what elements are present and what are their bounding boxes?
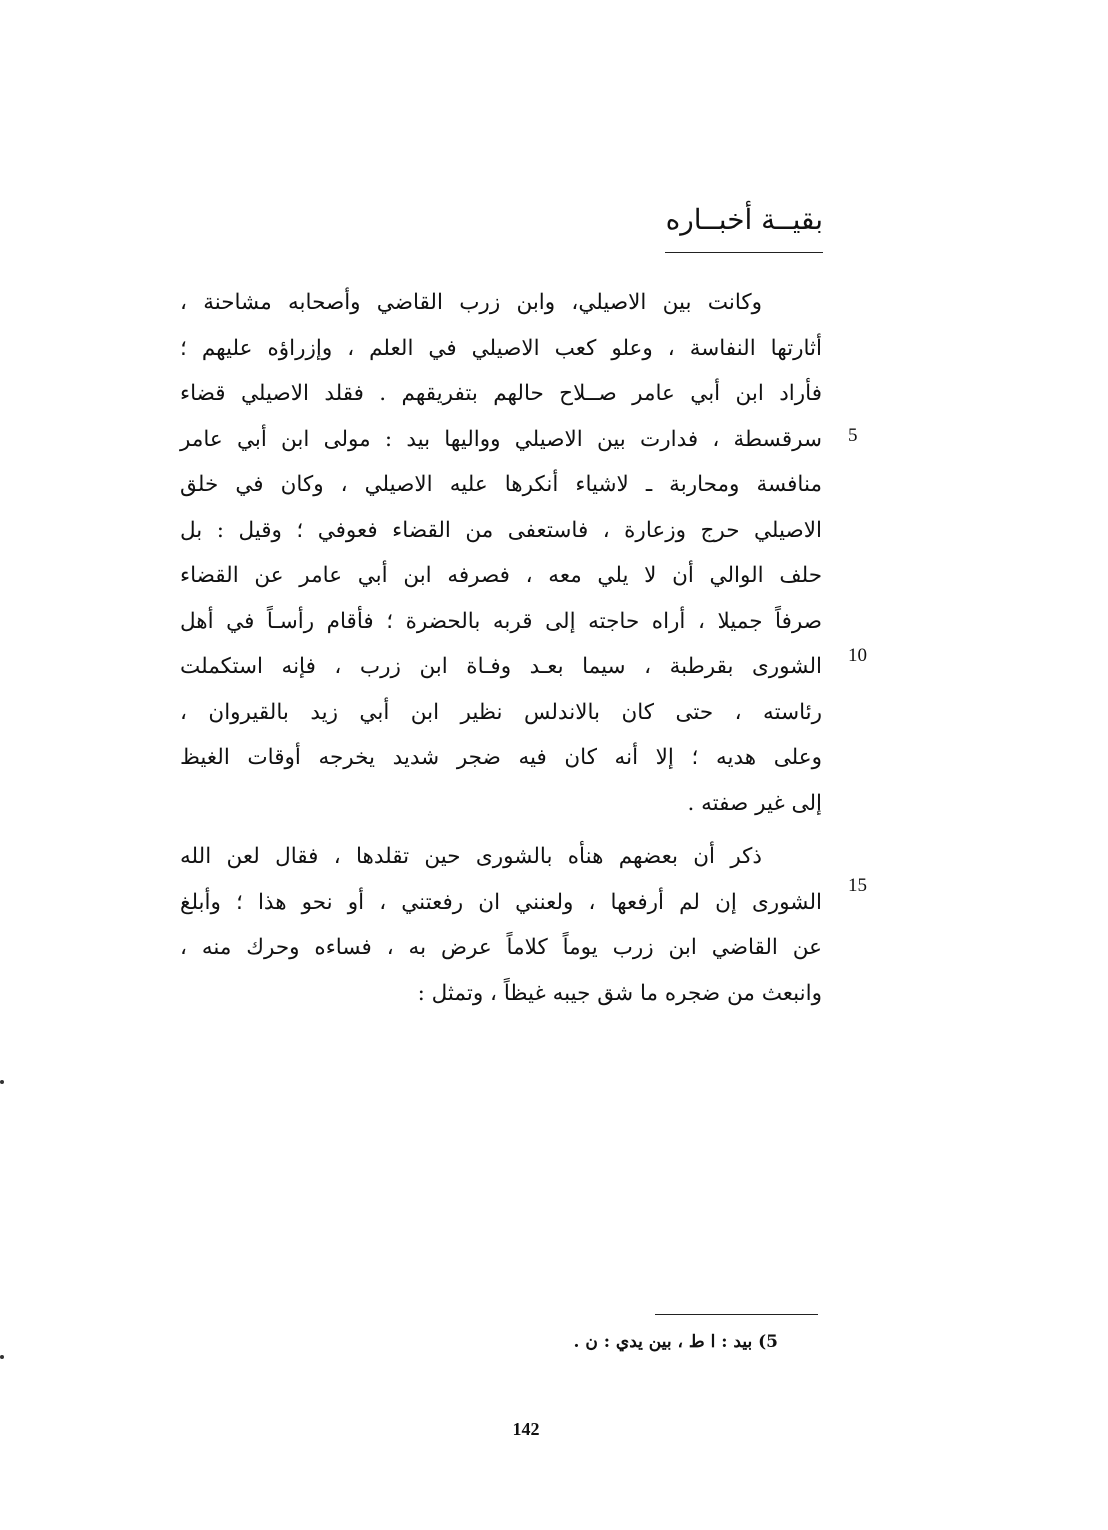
text-line: إلى غير صفته . xyxy=(687,790,822,816)
page-header-title: بقيــة أخبــاره xyxy=(665,203,823,236)
footnote-rule xyxy=(655,1314,818,1315)
text-line: حلف الوالي أن لا يلي معه ، فصرفه ابن أبي عامر عن القضاء xyxy=(180,563,822,588)
text-line: الشورى بقرطبة ، سيما بعـد وفـاة ابن زرب ، فإنه استكملت xyxy=(180,654,822,679)
line-number-15: 15 xyxy=(848,875,867,896)
text-line: الشورى إن لم أرفعها ، ولعنني ان رفعتني ، أو نحو هذا ؛ وأبلغ xyxy=(180,889,822,915)
text-line: أثارتها النفاسة ، وعلو كعب الاصيلي في العلم ، وإزراؤه عليهم ؛ xyxy=(180,335,822,361)
line-number-5: 5 xyxy=(848,425,858,446)
text-line: فأراد ابن أبي عامر صــلاح حالهم بتفريقهم . فقلد الاصيلي قضاء xyxy=(180,381,822,406)
footnote: 5) بيد : ا ط ، بين يدي : ن . xyxy=(573,1332,778,1352)
text-line: عن القاضي ابن زرب يوماً كلاماً عرض به ، فساءه وحرك منه ، xyxy=(180,935,822,960)
text-line: ذكر أن بعضهم هنأه بالشورى حين تقلدها ، فقال لعن الله xyxy=(180,844,762,869)
scan-speck xyxy=(0,1080,4,1084)
paragraph-1 xyxy=(180,280,822,826)
text-line: منافسة ومحاربة ـ لاشياء أنكرها عليه الاصيلي ، وكان في خلق xyxy=(180,472,822,497)
paragraph-gap xyxy=(180,826,822,834)
text-line: وانبعث من ضجره ما شق جيبه غيظاً ، وتمثل : xyxy=(417,980,822,1006)
paragraph-2 xyxy=(180,834,822,1016)
scan-speck xyxy=(0,1355,4,1359)
text-line: الاصيلي حرج وزعارة ، فاستعفى من القضاء فعوفي ؛ وقيل : بل xyxy=(180,517,822,543)
text-line: وكانت بين الاصيلي، وابن زرب القاضي وأصحابه مشاحنة ، xyxy=(180,290,762,315)
page-number: 142 xyxy=(512,1419,540,1439)
main-text xyxy=(180,280,822,1016)
text-line: وعلى هديه ؛ إلا أنه كان فيه ضجر شديد يخرجه أوقات الغيظ xyxy=(180,745,822,770)
text-line: رئاسته ، حتى كان بالاندلس نظير ابن أبي زيد بالقيروان ، xyxy=(180,699,822,725)
text-line: صرفاً جميلا ، أراه حاجته إلى قربه بالحضرة ؛ فأقام رأسـاً في أهل xyxy=(180,608,822,634)
line-number-10: 10 xyxy=(848,645,867,666)
header-rule xyxy=(665,252,823,253)
text-line: سرقسطة ، فدارت بين الاصيلي وواليها بيد : مولى ابن أبي عامر xyxy=(180,426,822,452)
